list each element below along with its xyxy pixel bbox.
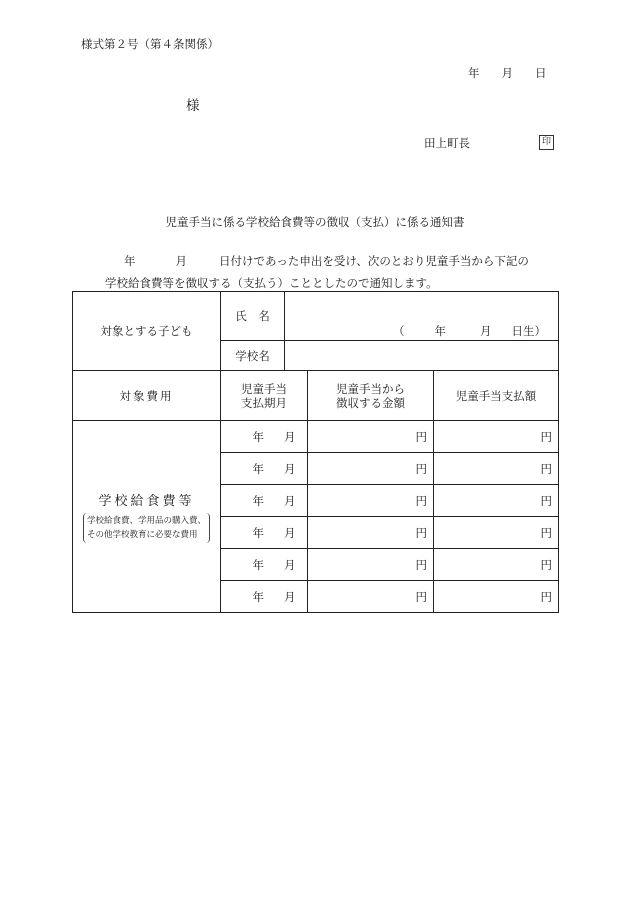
meal-cost-note: 学校給食費、学用品の購入費、 その他学校教育に必要な費用 <box>83 513 210 543</box>
collect-amount-cell[interactable]: 円 <box>308 485 434 517</box>
body-line-1-text: 日付けであった申出を受け、次のとおり児童手当から下記の <box>219 254 529 268</box>
payment-period[interactable]: 年 月 <box>221 517 308 549</box>
collect-amount-cell[interactable]: 円 <box>308 549 434 581</box>
payment-period[interactable]: 年 月 <box>221 421 308 453</box>
payout-amount-cell[interactable]: 円 <box>434 485 559 517</box>
payout-amount-cell[interactable]: 円 <box>434 453 559 485</box>
body-line-2: 学校給食費等を徴収する（支払う）こととしたので通知します。 <box>105 276 438 290</box>
date-month: 月 <box>501 66 513 80</box>
collect-amount-cell[interactable]: 円 <box>308 453 434 485</box>
date-day: 日 <box>535 66 547 80</box>
collect-amount-cell[interactable]: 円 <box>308 581 434 613</box>
issuer-name: 田上町長 <box>424 136 470 150</box>
date-line <box>468 65 547 81</box>
notice-table <box>72 291 559 613</box>
body-line-1 <box>124 253 529 269</box>
payout-amount-cell[interactable]: 円 <box>434 549 559 581</box>
collect-amount-cell[interactable]: 円 <box>308 517 434 549</box>
payout-amount-cell[interactable]: 円 <box>434 581 559 613</box>
name-field[interactable] <box>285 292 559 341</box>
collect-amount-cell[interactable]: 円 <box>308 421 434 453</box>
meal-cost-label: 学校給食費等 学校給食費、学用品の購入費、 その他学校教育に必要な費用 <box>73 421 221 613</box>
payment-period[interactable]: 年 月 <box>221 453 308 485</box>
payment-month-header: 児童手当 支払期月 <box>221 371 308 421</box>
school-field[interactable] <box>285 341 559 371</box>
payout-amount-cell[interactable]: 円 <box>434 421 559 453</box>
body-month: 月 <box>175 254 187 268</box>
payout-amount-header: 児童手当支払額 <box>434 371 559 421</box>
addressee-suffix: 様 <box>186 98 200 114</box>
payment-period[interactable]: 年 月 <box>221 485 308 517</box>
table-row <box>73 421 559 453</box>
seal-mark: 印 <box>539 135 554 150</box>
document-title: 児童手当に係る学校給食費等の徴収（支払）に係る通知書 <box>165 215 465 229</box>
payment-period[interactable]: 年 月 <box>221 581 308 613</box>
payout-amount-cell[interactable]: 円 <box>434 517 559 549</box>
target-cost-header: 対象費用 <box>73 371 221 421</box>
date-year: 年 <box>468 66 480 80</box>
birth-date: （ 年 月 日生） <box>393 324 547 338</box>
school-label: 学校名 <box>221 341 285 371</box>
form-number: 様式第２号（第４条関係） <box>81 37 219 51</box>
payment-period[interactable]: 年 月 <box>221 549 308 581</box>
body-year: 年 <box>124 254 136 268</box>
collect-amount-header: 児童手当から 徴収する金額 <box>308 371 434 421</box>
target-child-label: 対象とする子ども <box>73 292 221 371</box>
name-label: 氏 名 <box>221 292 285 341</box>
